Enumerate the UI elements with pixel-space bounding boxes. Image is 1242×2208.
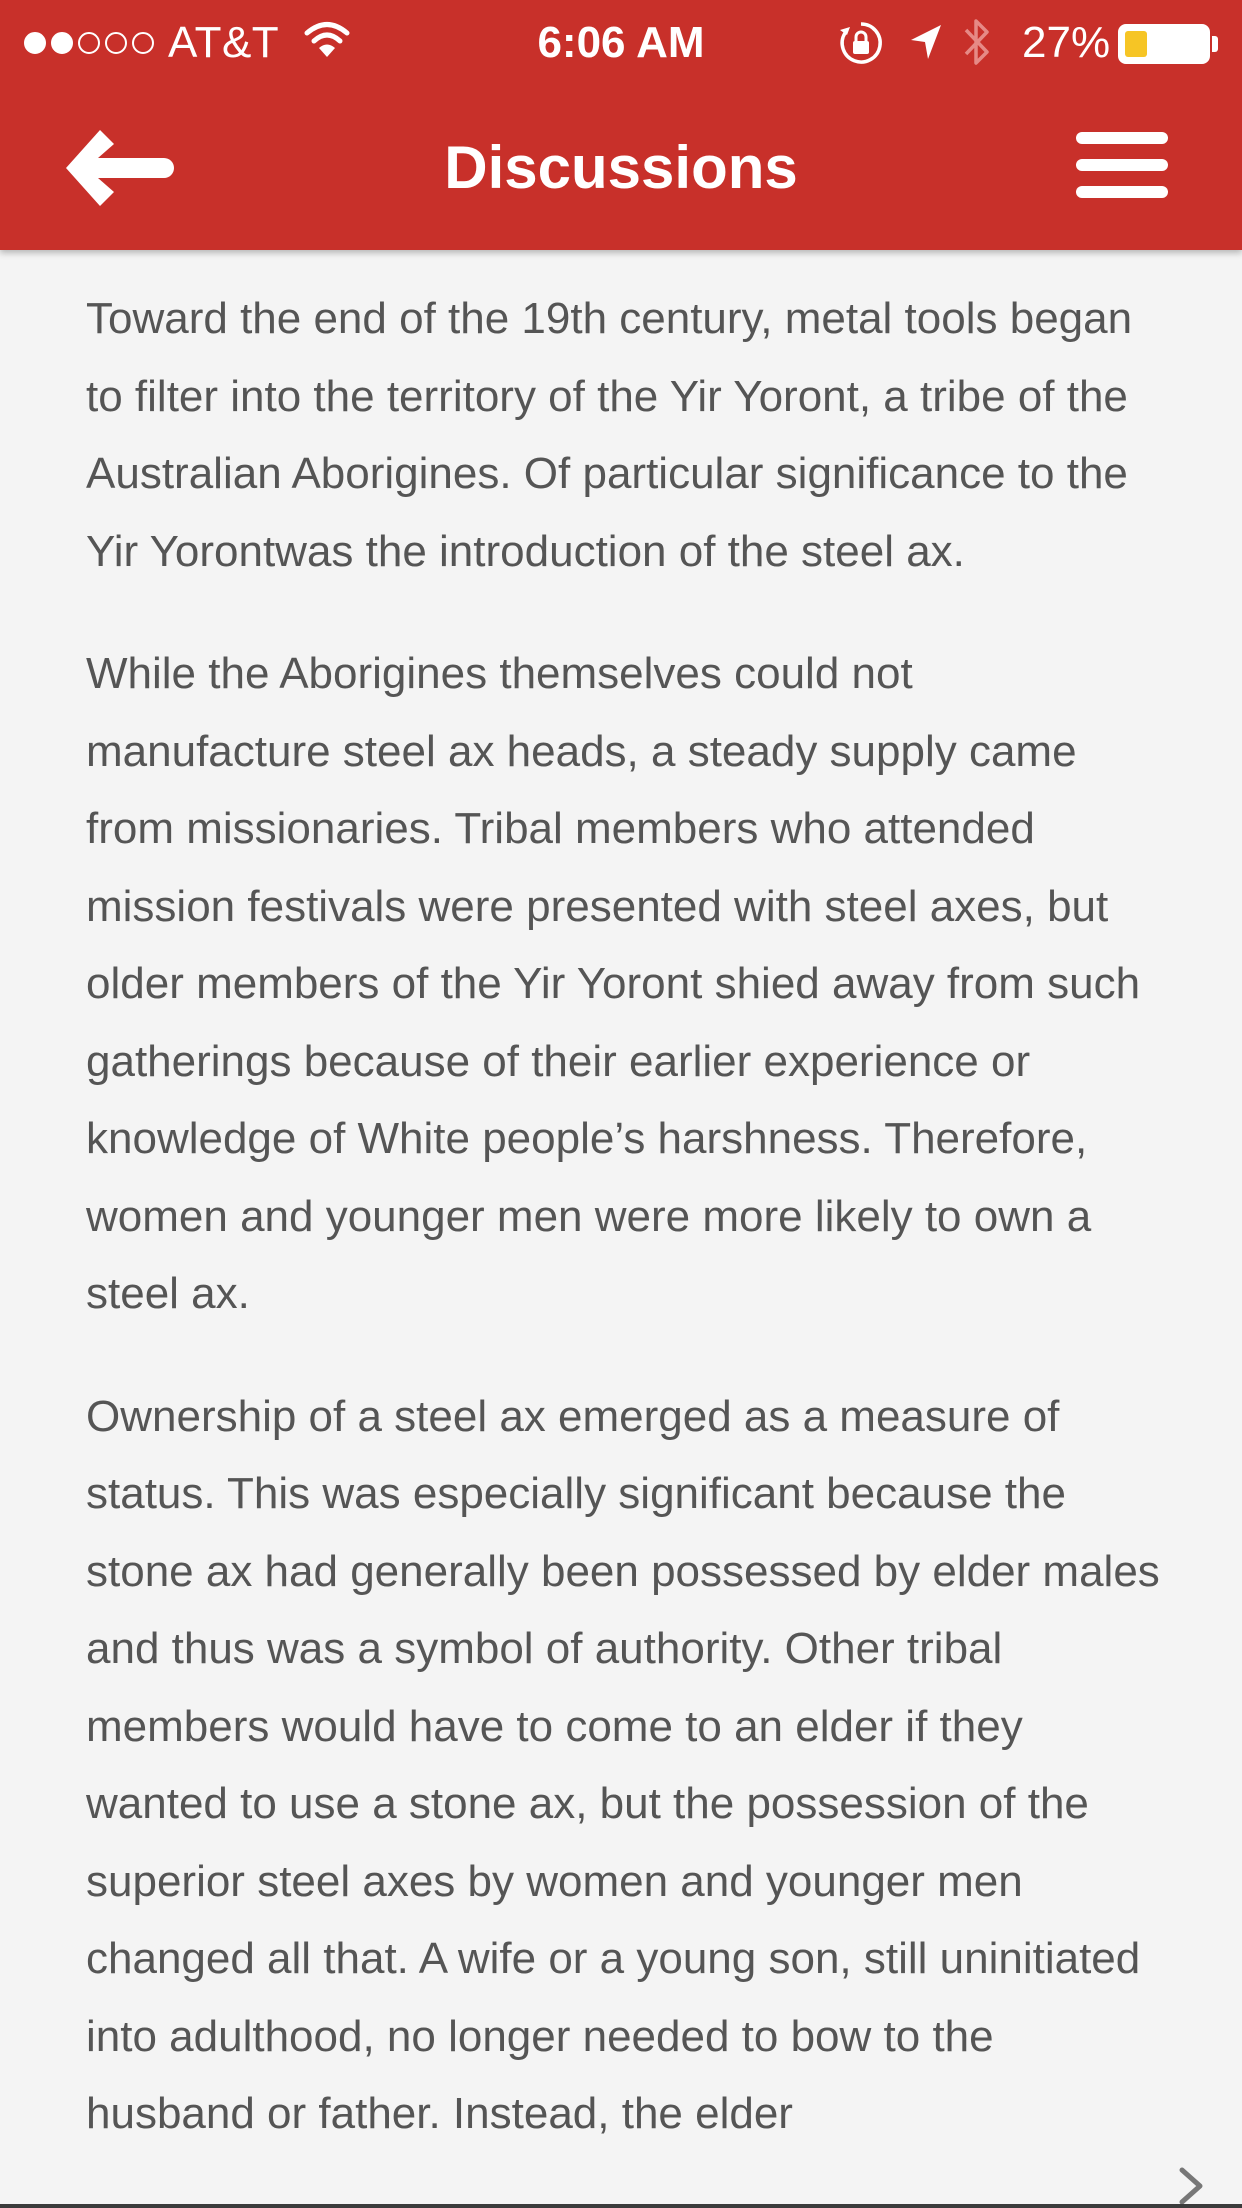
nav-bar [0,86,1242,250]
location-arrow-icon [908,22,944,62]
carrier-name: AT&T [168,18,280,67]
article-paragraph: Ownership of a steel ax emerged as a measure of status. This was especially significant because the stone ax had generally been possessed by elder males and thus was a symbol of authority. Other tribal members would have to come to an elder if they wanted to use a stone ax, but the possession of the superior steel axes by women and younger men changed all that. A wife or a young son, still uninitiated into adulthood, no longer needed to bow to the husband or father. Instead, the elder [86,1391,1160,2138]
bluetooth-icon [962,16,992,68]
article-paragraph: While the Aborigines themselves could not manufacture steel ax heads, a steady supply came from missionaries. Tribal members who attended mission festivals were presented with steel axes, but older members of the Yir Yoront shied away from such gatherings because of their earlier experience or knowledge of White people’s harshness. Therefore, women and younger men were more likely to own a steel ax. [86,649,1141,1318]
battery-percent: 27% [1022,18,1111,67]
hamburger-menu-icon [1074,124,1170,206]
battery-icon [1118,24,1210,64]
menu-button[interactable] [1074,124,1170,206]
article-body [86,280,1166,2198]
battery-fill [1125,31,1147,57]
chevron-right-icon[interactable] [1172,2164,1212,2208]
page-title: Discussions [444,134,798,201]
status-bar [0,0,1242,86]
bottom-edge-line [0,2204,1242,2208]
rotation-lock-icon [838,20,884,66]
battery-cap [1212,36,1218,52]
status-time: 6:06 AM [537,18,705,67]
app-header [0,0,1242,250]
article-paragraph: Toward the end of the 19th century, metal tools began to filter into the territory of the Yir Yoront, a tribe of the Australian Aborigines. Of particular significance to the Yir Yorontwas the introduction of the steel ax. [86,294,1133,576]
discussion-content[interactable] [0,250,1242,2208]
